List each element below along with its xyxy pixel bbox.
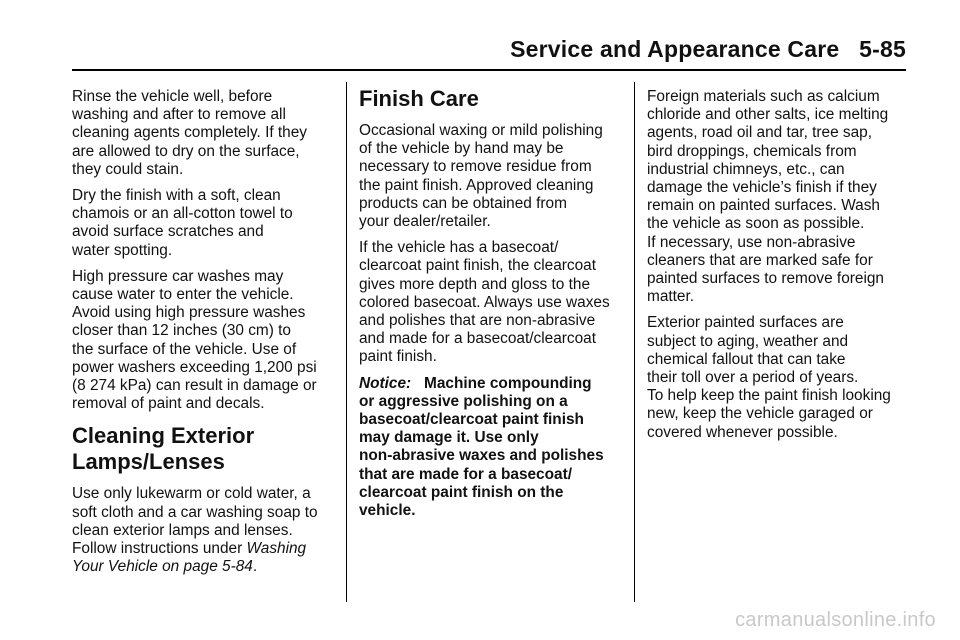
- column-3: [647, 88, 909, 450]
- text-line: clean exterior lamps and lenses.: [72, 521, 293, 539]
- lamps-paragraph: [72, 485, 332, 576]
- text-line: subject to aging, weather and: [647, 332, 849, 350]
- text-line: To help keep the paint finish looking: [647, 387, 891, 405]
- cross-reference-link[interactable]: Washing: [246, 540, 307, 558]
- text-line: vehicle.: [359, 502, 416, 520]
- rinse-paragraph: [72, 88, 332, 179]
- dry-paragraph: [72, 187, 332, 260]
- text-line: chloride and other salts, ice melting: [647, 106, 889, 124]
- text-line: basecoat/clearcoat paint finish: [359, 411, 584, 429]
- heading-line: Lamps/Lenses: [72, 449, 225, 475]
- section-heading-lamps: [72, 423, 332, 475]
- text-line: are allowed to dry on the surface,: [72, 142, 300, 160]
- column-divider-2: [634, 82, 635, 602]
- heading-line: Cleaning Exterior: [72, 423, 255, 449]
- header-rule: [72, 69, 906, 71]
- basecoat-paragraph: [359, 239, 621, 366]
- text-line: washing and after to remove all: [72, 106, 286, 124]
- text-line: cause water to enter the vehicle.: [72, 286, 294, 304]
- foreign-materials-paragraph: [647, 88, 909, 306]
- text-line: gives more depth and gloss to the: [359, 275, 591, 293]
- text-line: they could stain.: [72, 160, 184, 178]
- text-line: the paint finish. Approved cleaning: [359, 176, 594, 194]
- waxing-paragraph: [359, 122, 621, 231]
- text-line: Use only lukewarm or cold water, a: [72, 485, 311, 503]
- text-line: your dealer/retailer.: [359, 213, 491, 231]
- text-line: industrial chimneys, etc., can: [647, 160, 845, 178]
- text-line: may damage it. Use only: [359, 429, 539, 447]
- pressure-wash-paragraph: [72, 268, 332, 414]
- text-line: chemical fallout that can take: [647, 350, 846, 368]
- text-line: [72, 558, 332, 576]
- watermark: carmanualsonline.info: [735, 609, 936, 631]
- text-line: soft cloth and a car washing soap to: [72, 503, 318, 521]
- text-line: of the vehicle by hand may be: [359, 140, 564, 158]
- text-line: covered whenever possible.: [647, 423, 838, 441]
- text-line: necessary to remove residue from: [359, 158, 592, 176]
- text-line: and made for a basecoat/clearcoat: [359, 330, 596, 348]
- notice-block: [359, 375, 621, 521]
- text-line: products can be obtained from: [359, 194, 567, 212]
- text-line: clearcoat paint finish, the clearcoat: [359, 257, 596, 275]
- cross-reference-link[interactable]: Your Vehicle on page 5-84: [72, 558, 253, 576]
- column-2: [359, 86, 621, 528]
- header-title: Service and Appearance Care: [510, 36, 840, 62]
- text-line: [359, 375, 621, 393]
- section-heading-finish-care: Finish Care: [359, 86, 479, 111]
- text-line: agents, road oil and tar, tree sap,: [647, 124, 873, 142]
- text-line: remain on painted surfaces. Wash: [647, 197, 880, 215]
- page-header: [510, 36, 906, 63]
- text-line: clearcoat paint finish on the: [359, 483, 564, 501]
- text-line: [72, 540, 332, 558]
- text-line: water spotting.: [72, 241, 173, 259]
- text-line: new, keep the vehicle garaged or: [647, 405, 873, 423]
- text-line: Foreign materials such as calcium: [647, 88, 880, 105]
- text-line: If the vehicle has a basecoat/: [359, 239, 559, 257]
- text-line: their toll over a period of years.: [647, 369, 859, 387]
- text-line: avoid surface scratches and: [72, 223, 264, 241]
- text-line: Occasional waxing or mild polishing: [359, 122, 603, 139]
- column-1: [72, 88, 332, 584]
- text-fragment: .: [252, 558, 258, 576]
- text-line: the vehicle as soon as possible.: [647, 215, 865, 233]
- text-line: matter.: [647, 288, 695, 306]
- text-fragment: Follow instructions under: [72, 540, 247, 558]
- text-line: the surface of the vehicle. Use of: [72, 340, 297, 358]
- text-line: removal of paint and decals.: [72, 395, 265, 413]
- text-line: Avoid using high pressure washes: [72, 304, 306, 322]
- page-number: 5-85: [859, 36, 906, 62]
- text-line: and polishes that are non-abrasive: [359, 312, 596, 330]
- column-divider-1: [346, 82, 347, 602]
- aging-paragraph: [647, 314, 909, 441]
- notice-label: Notice:: [359, 374, 412, 392]
- text-line: High pressure car washes may: [72, 267, 284, 285]
- text-line: Exterior painted surfaces are: [647, 314, 844, 332]
- text-line: damage the vehicle’s finish if they: [647, 179, 877, 197]
- text-line: or aggressive polishing on a: [359, 392, 568, 410]
- text-line: power washers exceeding 1,200 psi: [72, 358, 317, 376]
- text-fragment: Machine compounding: [424, 374, 592, 392]
- text-line: If necessary, use non-abrasive: [647, 233, 856, 251]
- text-line: cleaning agents completely. If they: [72, 124, 307, 142]
- text-line: paint finish.: [359, 348, 437, 366]
- text-line: colored basecoat. Always use waxes: [359, 293, 610, 311]
- text-line: non-abrasive waxes and polishes: [359, 447, 604, 465]
- text-line: that are made for a basecoat/: [359, 465, 572, 483]
- text-line: painted surfaces to remove foreign: [647, 270, 884, 288]
- text-line: (8 274 kPa) can result in damage or: [72, 377, 317, 395]
- text-line: cleaners that are marked safe for: [647, 251, 873, 269]
- text-line: Rinse the vehicle well, before: [72, 88, 273, 105]
- text-line: bird droppings, chemicals from: [647, 142, 857, 160]
- text-line: closer than 12 inches (30 cm) to: [72, 322, 291, 340]
- text-line: chamois or an all-cotton towel to: [72, 205, 293, 223]
- text-line: Dry the finish with a soft, clean: [72, 187, 281, 205]
